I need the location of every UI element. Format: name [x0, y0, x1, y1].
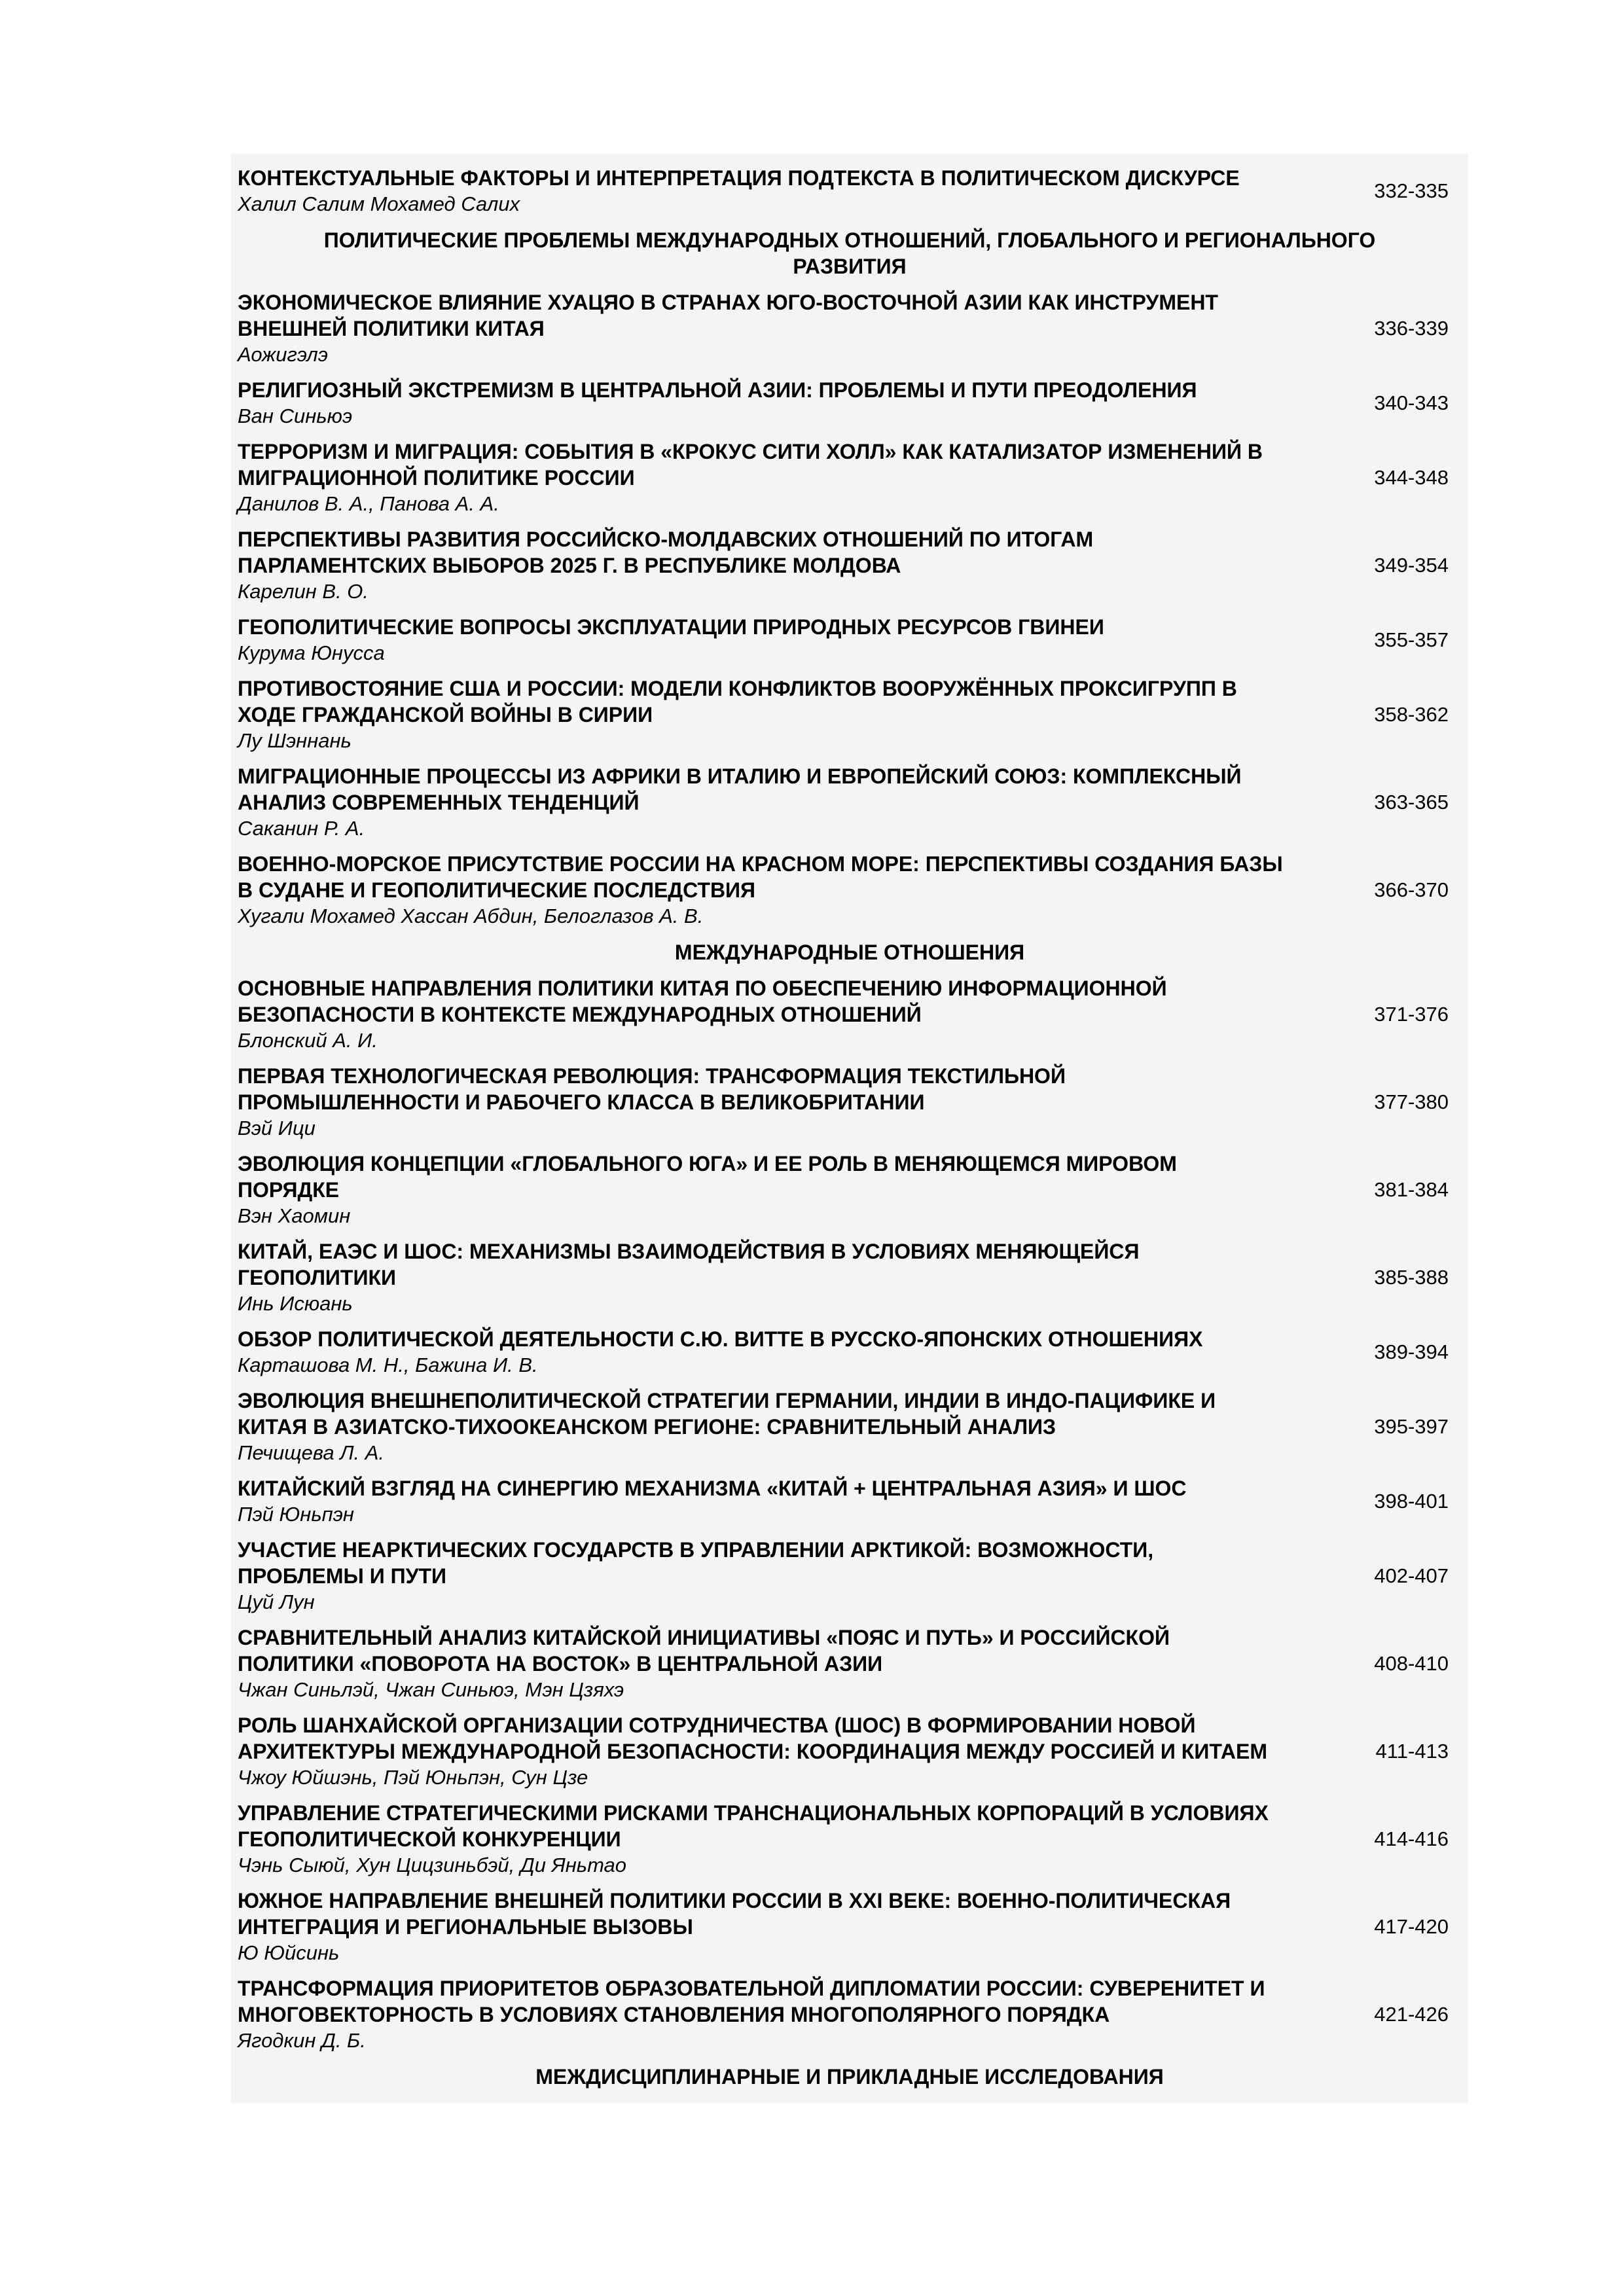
article-title-line: МИГРАЦИОННЫЕ ПРОЦЕССЫ ИЗ АФРИКИ В ИТАЛИЮ И ЕВРОПЕЙСКИЙ СОЮЗ: КОМПЛЕКСНЫЙ [238, 764, 1242, 788]
entry-text [238, 975, 1357, 1054]
article-authors: Лу Шэннань [238, 729, 352, 752]
article-title-line: БЕЗОПАСНОСТИ В КОНТЕКСТЕ МЕЖДУНАРОДНЫХ ОТНОШЕНИЙ [238, 1003, 922, 1026]
section-heading [231, 2058, 1468, 2095]
article-title-line: КИТАЯ В АЗИАТСКО-ТИХООКЕАНСКОМ РЕГИОНЕ: СРАВНИТЕЛЬНЫЙ АНАЛИЗ [238, 1415, 1056, 1439]
article-title-line: ГЕОПОЛИТИЧЕСКИЕ ВОПРОСЫ ЭКСПЛУАТАЦИИ ПРИРОДНЫХ РЕСУРСОВ ГВИНЕИ [238, 615, 1104, 639]
entry-text [238, 1624, 1357, 1703]
page-range: 398-401 [1374, 1490, 1449, 1513]
article-title-line: ИНТЕГРАЦИЯ И РЕГИОНАЛЬНЫЕ ВЫЗОВЫ [238, 1915, 693, 1939]
page-range: 389-394 [1374, 1340, 1449, 1363]
table-of-contents [231, 154, 1468, 2103]
entry-text [238, 439, 1357, 517]
page-range: 358-362 [1374, 703, 1449, 726]
article-title-line: ТЕРРОРИЗМ И МИГРАЦИЯ: СОБЫТИЯ В «КРОКУС СИТИ ХОЛЛ» КАК КАТАЛИЗАТОР ИЗМЕНЕНИЙ В [238, 440, 1263, 463]
section-heading-line: ПОЛИТИЧЕСКИЕ ПРОБЛЕМЫ МЕЖДУНАРОДНЫХ ОТНОШЕНИЙ, ГЛОБАЛЬНОГО И РЕГИОНАЛЬНОГО [323, 228, 1376, 252]
article-title-line: ВОЕННО-МОРСКОЕ ПРИСУТСТВИЕ РОССИИ НА КРАСНОМ МОРЕ: ПЕРСПЕКТИВЫ СОЗДАНИЯ БАЗЫ [238, 852, 1283, 876]
article-title-line: РЕЛИГИОЗНЫЙ ЭКСТРЕМИЗМ В ЦЕНТРАЛЬНОЙ АЗИИ: ПРОБЛЕМЫ И ПУТИ ПРЕОДОЛЕНИЯ [238, 378, 1197, 402]
article-title-line: ПРОБЛЕМЫ И ПУТИ [238, 1564, 447, 1588]
article-authors: Карташова М. Н., Бажина И. В. [238, 1354, 538, 1376]
article-authors: Чжоу Юйшэнь, Пэй Юньпэн, Сун Цзе [238, 1766, 588, 1789]
article-title-line: КОНТЕКСТУАЛЬНЫЕ ФАКТОРЫ И ИНТЕРПРЕТАЦИЯ ПОДТЕКСТА В ПОЛИТИЧЕСКОМ ДИСКУРСЕ [238, 166, 1240, 190]
toc-entry[interactable] [231, 1532, 1468, 1620]
entry-text [238, 1537, 1357, 1615]
section-heading-line: РАЗВИТИЯ [793, 255, 907, 278]
article-title-line: СРАВНИТЕЛЬНЫЙ АНАЛИЗ КИТАЙСКОЙ ИНИЦИАТИВЫ «ПОЯС И ПУТЬ» И РОССИЙСКОЙ [238, 1626, 1170, 1649]
entry-text [238, 1388, 1357, 1466]
toc-entry[interactable] [231, 160, 1468, 222]
toc-entry[interactable] [231, 1795, 1468, 1883]
article-title-line: АРХИТЕКТУРЫ МЕЖДУНАРОДНОЙ БЕЗОПАСНОСТИ: КООРДИНАЦИЯ МЕЖДУ РОССИЕЙ И КИТАЕМ [238, 1740, 1267, 1763]
article-title-line: ХОДЕ ГРАЖДАНСКОЙ ВОЙНЫ В СИРИИ [238, 703, 653, 726]
article-authors: Инь Исюань [238, 1292, 353, 1315]
article-authors: Чэнь Сыюй, Хун Цицзиньбэй, Ди Яньтао [238, 1854, 627, 1876]
article-title-line: УПРАВЛЕНИЕ СТРАТЕГИЧЕСКИМИ РИСКАМИ ТРАНСНАЦИОНАЛЬНЫХ КОРПОРАЦИЙ В УСЛОВИЯХ [238, 1801, 1269, 1825]
toc-entry[interactable] [231, 846, 1468, 934]
article-title-line: ПЕРСПЕКТИВЫ РАЗВИТИЯ РОССИЙСКО-МОЛДАВСКИХ ОТНОШЕНИЙ ПО ИТОГАМ [238, 528, 1094, 551]
toc-entry[interactable] [231, 1471, 1468, 1532]
article-authors: Ван Синьюэ [238, 404, 353, 427]
toc-entry[interactable] [231, 1708, 1468, 1795]
page-range: 363-365 [1374, 791, 1449, 814]
entry-text [238, 851, 1357, 929]
article-title-line: В СУДАНЕ И ГЕОПОЛИТИЧЕСКИЕ ПОСЛЕДСТВИЯ [238, 878, 756, 902]
entry-text [238, 1326, 1357, 1378]
entry-text [238, 1888, 1357, 1966]
page-range: 385-388 [1374, 1266, 1449, 1289]
article-authors: Вэй Ици [238, 1117, 316, 1139]
entry-text [238, 1800, 1357, 1878]
entry-text [238, 614, 1357, 666]
article-authors: Халил Салим Мохамед Салих [238, 192, 520, 215]
article-authors: Курума Юнусса [238, 641, 385, 664]
toc-entry[interactable] [231, 1971, 1468, 2058]
toc-entry[interactable] [231, 285, 1468, 372]
toc-entry[interactable] [231, 434, 1468, 522]
entry-text [238, 165, 1357, 217]
article-title-line: КИТАЙСКИЙ ВЗГЛЯД НА СИНЕРГИЮ МЕХАНИЗМА «КИТАЙ + ЦЕНТРАЛЬНАЯ АЗИЯ» И ШОС [238, 1477, 1187, 1500]
article-title-line: ВНЕШНЕЙ ПОЛИТИКИ КИТАЯ [238, 317, 545, 340]
entry-text [238, 1151, 1357, 1229]
page-range: 395-397 [1374, 1415, 1449, 1438]
toc-entry[interactable] [231, 671, 1468, 759]
entry-text [238, 1712, 1357, 1791]
entry-text [238, 377, 1357, 429]
page-range: 377-380 [1374, 1090, 1449, 1113]
toc-entry[interactable] [231, 1883, 1468, 1971]
page-range: 371-376 [1374, 1003, 1449, 1026]
entry-text [238, 675, 1357, 754]
article-authors: Цуй Лун [238, 1590, 315, 1613]
article-title-line: ОСНОВНЫЕ НАПРАВЛЕНИЯ ПОЛИТИКИ КИТАЯ ПО ОБЕСПЕЧЕНИЮ ИНФОРМАЦИОННОЙ [238, 977, 1167, 1000]
article-title-line: МИГРАЦИОННОЙ ПОЛИТИКЕ РОССИИ [238, 466, 635, 490]
article-authors: Ягодкин Д. Б. [238, 2029, 366, 2052]
toc-entry[interactable] [231, 372, 1468, 434]
page-range: 355-357 [1374, 628, 1449, 651]
article-authors: Блонский А. И. [238, 1029, 378, 1052]
article-title-line: ЭВОЛЮЦИЯ КОНЦЕПЦИИ «ГЛОБАЛЬНОГО ЮГА» И ЕЕ РОЛЬ В МЕНЯЮЩЕМСЯ МИРОВОМ [238, 1152, 1177, 1175]
page-range: 417-420 [1374, 1915, 1449, 1938]
article-title-line: ПОРЯДКЕ [238, 1178, 340, 1202]
section-heading-line: МЕЖДИСЦИПЛИНАРНЫЕ И ПРИКЛАДНЫЕ ИССЛЕДОВАНИЯ [535, 2065, 1164, 2089]
article-title-line: ТРАНСФОРМАЦИЯ ПРИОРИТЕТОВ ОБРАЗОВАТЕЛЬНОЙ ДИПЛОМАТИИ РОССИИ: СУВЕРЕНИТЕТ И [238, 1977, 1265, 2000]
toc-entry[interactable] [231, 1058, 1468, 1146]
article-title-line: ПРОМЫШЛЕННОСТИ И РАБОЧЕГО КЛАССА В ВЕЛИКОБРИТАНИИ [238, 1090, 925, 1114]
entry-text [238, 763, 1357, 842]
entry-text [238, 1975, 1357, 2054]
section-heading-line: МЕЖДУНАРОДНЫЕ ОТНОШЕНИЯ [674, 941, 1025, 964]
article-authors: Вэн Хаомин [238, 1204, 351, 1227]
toc-entry[interactable] [231, 609, 1468, 671]
entry-text [238, 1475, 1357, 1528]
article-title-line: КИТАЙ, ЕАЭС И ШОС: МЕХАНИЗМЫ ВЗАИМОДЕЙСТВИЯ В УСЛОВИЯХ МЕНЯЮЩЕЙСЯ [238, 1240, 1140, 1263]
toc-entry[interactable] [231, 1620, 1468, 1708]
article-authors: Пэй Юньпэн [238, 1503, 354, 1526]
page-range: 366-370 [1374, 878, 1449, 901]
entry-text [238, 1238, 1357, 1317]
section-heading [231, 222, 1468, 285]
toc-entry[interactable] [231, 971, 1468, 1058]
article-title-line: ЭВОЛЮЦИЯ ВНЕШНЕПОЛИТИЧЕСКОЙ СТРАТЕГИИ ГЕРМАНИИ, ИНДИИ В ИНДО-ПАЦИФИКЕ И [238, 1389, 1216, 1412]
article-title-line: ПРОТИВОСТОЯНИЕ США И РОССИИ: МОДЕЛИ КОНФЛИКТОВ ВООРУЖЁННЫХ ПРОКСИГРУПП В [238, 677, 1237, 700]
article-authors: Ю Юйсинь [238, 1941, 340, 1964]
toc-entry[interactable] [231, 1321, 1468, 1383]
article-title-line: РОЛЬ ШАНХАЙСКОЙ ОРГАНИЗАЦИИ СОТРУДНИЧЕСТВА (ШОС) В ФОРМИРОВАНИИ НОВОЙ [238, 1713, 1196, 1737]
article-title-line: ЮЖНОЕ НАПРАВЛЕНИЕ ВНЕШНЕЙ ПОЛИТИКИ РОССИИ В XXI ВЕКЕ: ВОЕННО-ПОЛИТИЧЕСКАЯ [238, 1889, 1231, 1912]
page-range: 381-384 [1374, 1178, 1449, 1201]
article-title-line: ПАРЛАМЕНТСКИХ ВЫБОРОВ 2025 Г. В РЕСПУБЛИКЕ МОЛДОВА [238, 554, 901, 577]
entry-text [238, 1063, 1357, 1141]
toc-entry[interactable] [231, 1146, 1468, 1234]
toc-entry[interactable] [231, 1234, 1468, 1321]
article-title-line: МНОГОВЕКТОРНОСТЬ В УСЛОВИЯХ СТАНОВЛЕНИЯ МНОГОПОЛЯРНОГО ПОРЯДКА [238, 2003, 1110, 2026]
article-authors: Саканин Р. А. [238, 817, 365, 840]
article-authors: Аожигэлэ [238, 343, 329, 366]
article-title-line: ПЕРВАЯ ТЕХНОЛОГИЧЕСКАЯ РЕВОЛЮЦИЯ: ТРАНСФОРМАЦИЯ ТЕКСТИЛЬНОЙ [238, 1064, 1066, 1088]
article-authors: Чжан Синьлэй, Чжан Синьюэ, Мэн Цзяхэ [238, 1678, 624, 1701]
article-authors: Печищева Л. А. [238, 1441, 384, 1464]
toc-entry[interactable] [231, 1383, 1468, 1471]
page-range: 340-343 [1374, 391, 1449, 414]
article-title-line: ГЕОПОЛИТИЧЕСКОЙ КОНКУРЕНЦИИ [238, 1827, 621, 1851]
toc-entry[interactable] [231, 759, 1468, 846]
section-heading [231, 934, 1468, 971]
article-title-line: ГЕОПОЛИТИКИ [238, 1266, 396, 1289]
article-authors: Данилов В. А., Панова А. А. [238, 492, 499, 515]
page-range: 349-354 [1374, 554, 1449, 577]
article-title-line: ЭКОНОМИЧЕСКОЕ ВЛИЯНИЕ ХУАЦЯО В СТРАНАХ ЮГО-ВОСТОЧНОЙ АЗИИ КАК ИНСТРУМЕНТ [238, 291, 1218, 314]
entry-text [238, 526, 1357, 605]
entry-text [238, 289, 1357, 368]
article-authors: Хугали Мохамед Хассан Абдин, Белоглазов А. В. [238, 905, 704, 927]
article-title-line: УЧАСТИЕ НЕАРКТИЧЕСКИХ ГОСУДАРСТВ В УПРАВЛЕНИИ АРКТИКОЙ: ВОЗМОЖНОСТИ, [238, 1538, 1154, 1562]
article-title-line: ОБЗОР ПОЛИТИЧЕСКОЙ ДЕЯТЕЛЬНОСТИ С.Ю. ВИТТЕ В РУССКО-ЯПОНСКИХ ОТНОШЕНИЯХ [238, 1327, 1203, 1351]
page-range: 408-410 [1374, 1652, 1449, 1675]
article-title-line: ПОЛИТИКИ «ПОВОРОТА НА ВОСТОК» В ЦЕНТРАЛЬНОЙ АЗИИ [238, 1652, 883, 1676]
page-range: 332-335 [1374, 179, 1449, 202]
page-range: 336-339 [1374, 317, 1449, 340]
page-range: 421-426 [1374, 2003, 1449, 2026]
page-range: 411-413 [1375, 1740, 1449, 1763]
page-range: 344-348 [1374, 466, 1449, 489]
page-range: 414-416 [1374, 1827, 1449, 1850]
article-authors: Карелин В. О. [238, 580, 369, 603]
page-range: 402-407 [1374, 1564, 1449, 1587]
article-title-line: АНАЛИЗ СОВРЕМЕННЫХ ТЕНДЕНЦИЙ [238, 791, 640, 814]
toc-entry[interactable] [231, 522, 1468, 609]
